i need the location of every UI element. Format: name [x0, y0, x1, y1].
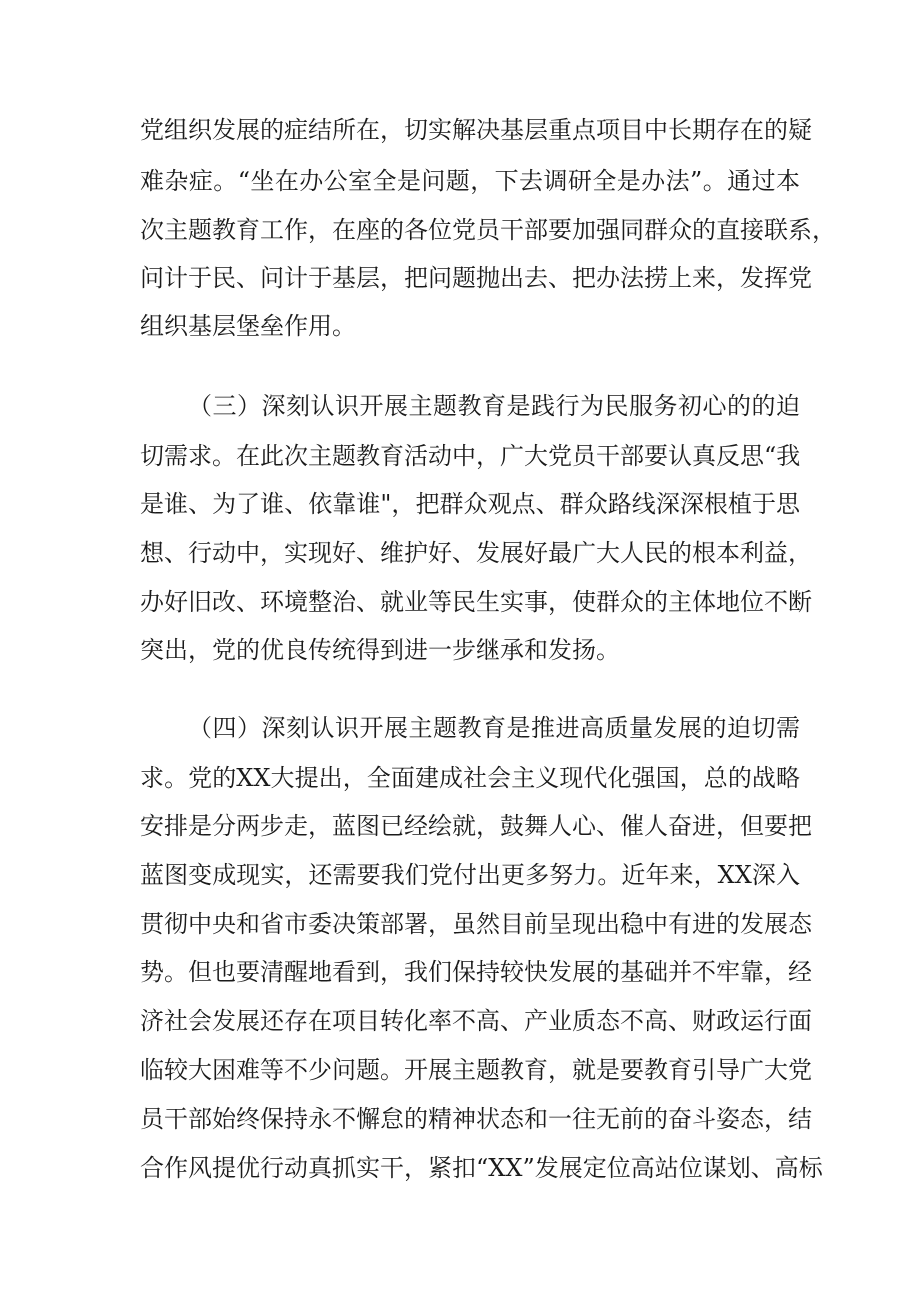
text-line: 势。但也要清醒地看到，我们保持较快发展的基础并不牢靠，经 — [140, 958, 812, 986]
text-line: 办好旧改、环境整治、就业等民生实事，使群众的主体地位不断 — [140, 588, 812, 616]
text-line: 切需求。在此次主题教育活动中，广大党员干部要认真反思“我 — [140, 442, 801, 470]
text-line: 党组织发展的症结所在，切实解决基层重点项目中长期存在的疑 — [140, 116, 812, 144]
text-line: 蓝图变成现实，还需要我们党付出更多努力。近年来，XX深入 — [140, 861, 800, 889]
text-line: 难杂症。“坐在办公室全是问题，下去调研全是办法”。通过本 — [140, 167, 800, 195]
text-line: 组织基层堡垒作用。 — [140, 312, 356, 340]
text-line: 贯彻中央和省市委决策部署，虽然目前呈现出稳中有进的发展态 — [140, 910, 812, 938]
text-line: 合作风提优行动真抓实干，紧扣“XX”发展定位高站位谋划、高标 — [140, 1154, 823, 1182]
text-line: 临较大困难等不少问题。开展主题教育，就是要教育引导广大党 — [140, 1056, 812, 1084]
text-line: 次主题教育工作，在座的各位党员干部要加强同群众的直接联系， — [140, 216, 836, 244]
text-line: 突出，党的优良传统得到进一步继承和发扬。 — [140, 636, 620, 664]
text-line: 是谁、为了谁、依靠谁"，把群众观点、群众路线深深根植于思 — [140, 490, 800, 518]
text-line: （四）深刻认识开展主题教育是推进高质量发展的迫切需 — [188, 714, 800, 742]
text-line: 问计于民、问计于基层，把问题抛出去、把办法捞上来，发挥党 — [140, 264, 812, 292]
text-line: 员干部始终保持永不懈怠的精神状态和一往无前的奋斗姿态，结 — [140, 1105, 812, 1133]
text-line: 求。党的XX大提出，全面建成社会主义现代化强国，总的战略 — [140, 764, 800, 792]
text-line: （三）深刻认识开展主题教育是践行为民服务初心的的迫 — [188, 392, 800, 420]
text-line: 想、行动中，实现好、维护好、发展好最广大人民的根本利益， — [140, 539, 812, 567]
text-line: 济社会发展还存在项目转化率不高、产业质态不高、财政运行面 — [140, 1007, 812, 1035]
text-line: 安排是分两步走，蓝图已经绘就，鼓舞人心、催人奋进，但要把 — [140, 812, 812, 840]
